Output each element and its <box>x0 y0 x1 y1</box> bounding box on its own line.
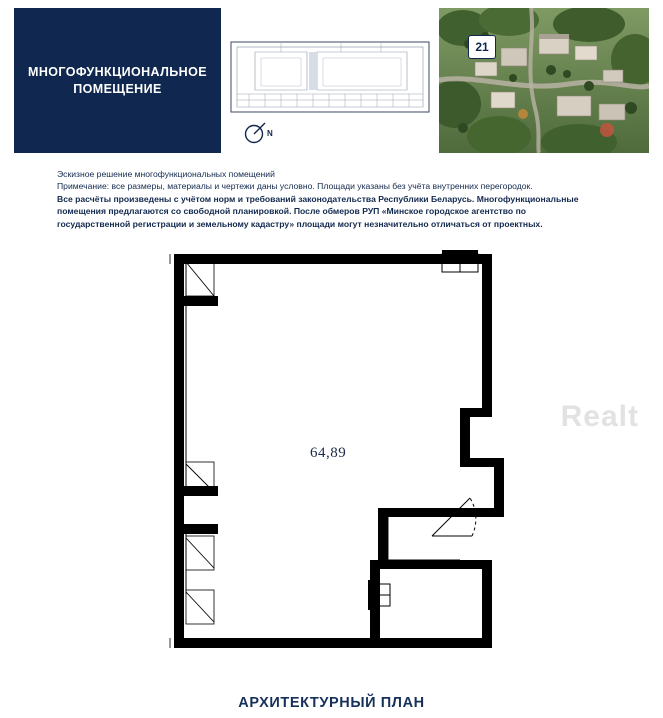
note-line: Эскизное решение многофункциональных помещений <box>57 169 275 179</box>
note-line: помещения предлагаются со свободной планировкой. После обмеров РУП «Минское городское агентство по <box>57 206 527 217</box>
compass-rose <box>243 117 277 147</box>
footer-caption: АРХИТЕКТУРНЫЙ ПЛАН <box>238 695 425 711</box>
aerial-photo-illustration <box>439 8 649 153</box>
page-title: МНОГОФУНКЦИОНАЛЬНОЕ ПОМЕЩЕНИЕ <box>28 64 207 96</box>
disclaimer-note <box>57 168 595 230</box>
header-band <box>14 8 649 153</box>
area-value-label: 64,89 <box>310 445 347 461</box>
note-line: государственной регистрации и земельному кадастру» площади могут незначительно отличаться от проектных. <box>57 218 543 229</box>
floor-plan <box>0 236 663 681</box>
title-box <box>14 8 221 153</box>
note-line: Все расчёты произведены с учётом норм и требований законодательства Республики Беларусь. Многофункциональные <box>57 193 579 204</box>
compass-north-label: N <box>267 129 273 138</box>
site-aerial-photo <box>439 8 649 153</box>
site-number-badge: 21 <box>468 35 496 59</box>
note-line: Примечание: все размеры, материалы и чертежи даны условно. Площади указаны без учёта внутренних перегородок. <box>57 181 533 192</box>
watermark-logo: Realt <box>560 400 639 433</box>
building-key-plan <box>221 8 439 153</box>
